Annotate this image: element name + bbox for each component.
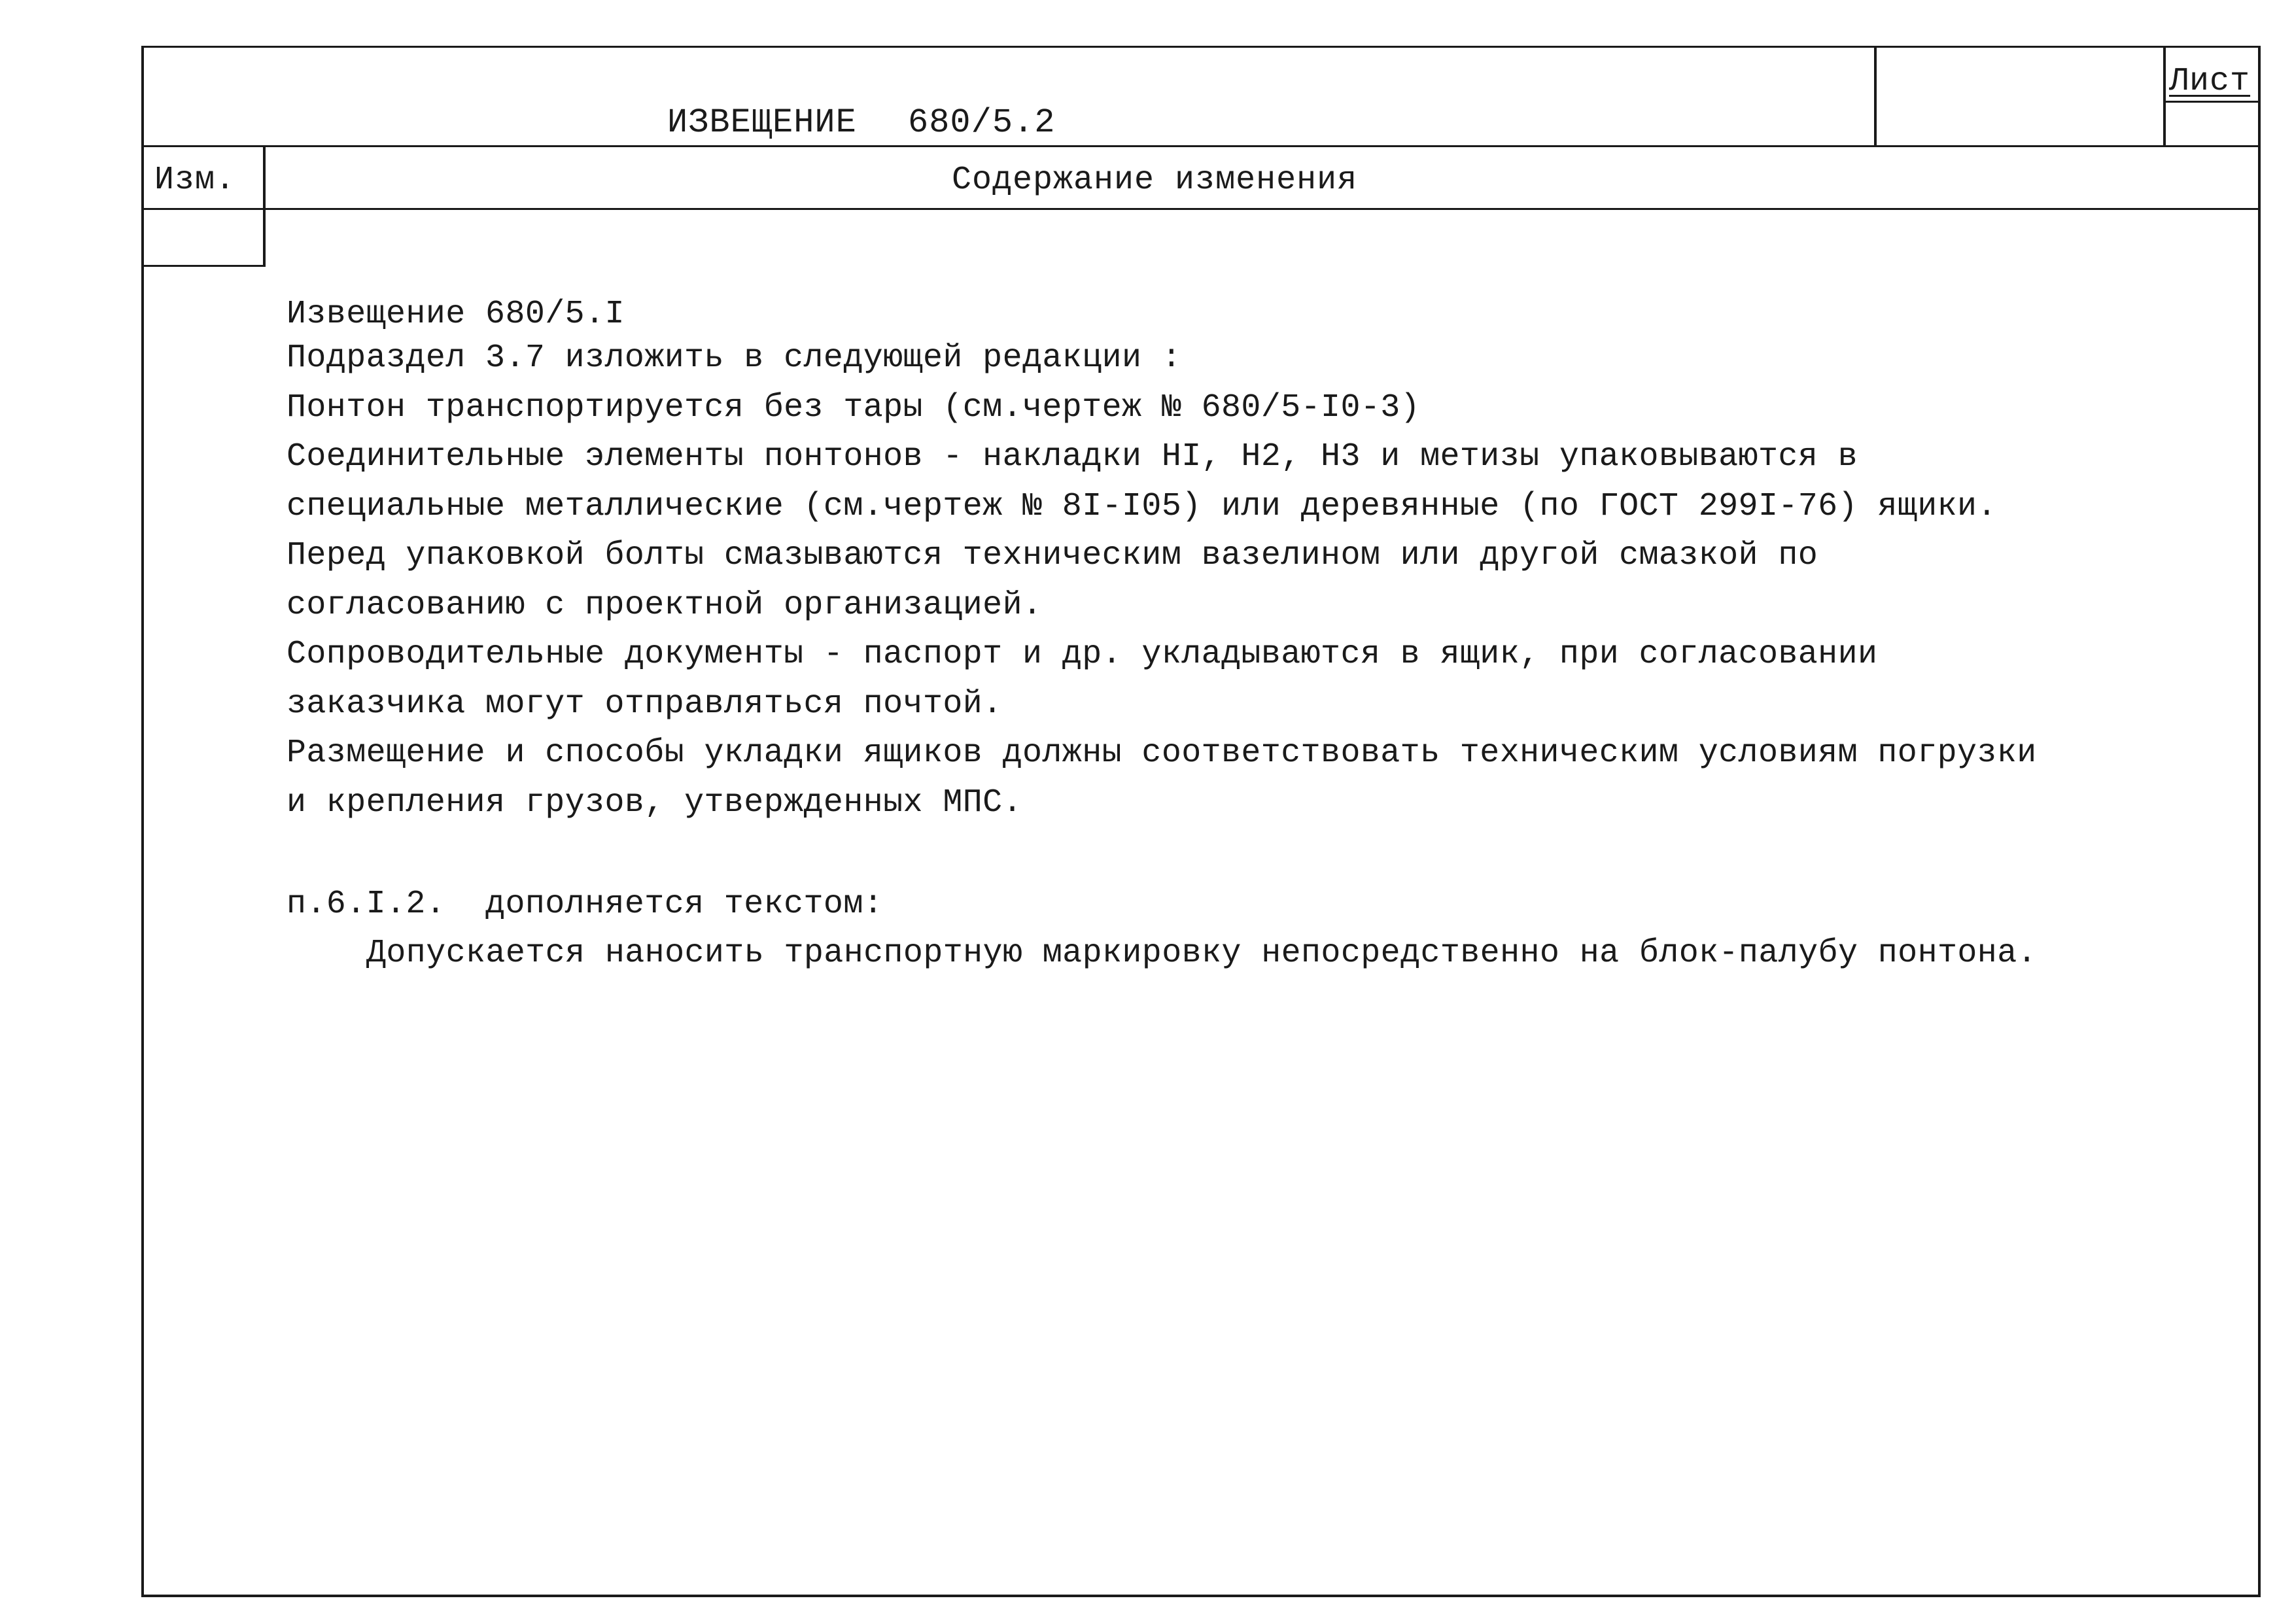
change-column-header: Изм. [154,162,236,199]
content-line: Понтон транспортируется без тары (см.чертеж № 680/5-I0-3) [287,389,1421,426]
frame-outer-left [141,46,144,1596]
content-line: Соединительные элементы понтонов - накладки HI, H2, H3 и метизы упаковываются в [287,438,1858,475]
column-header-bottom-line [141,208,2261,210]
notice-label: ИЗВЕЩЕНИЕ [667,103,857,142]
reference-notice: Извещение 680/5.I [287,296,625,333]
content-line: и крепления грузов, утвержденных МПС. [287,784,1022,821]
content-line: специальные металлические (см.чертеж № 8I-I05) или деревянные (по ГОСТ 299I-76) ящики. [287,487,1997,525]
content-line: заказчика могут отправляться почтой. [287,685,1003,723]
content-line: Перед упаковкой болты смазываются техническим вазелином или другой смазкой по [287,537,1818,574]
sheet-box-top [2163,101,2261,103]
change-column-divider [263,145,266,267]
content-line: Подраздел 3.7 изложить в следующей редакции : [287,339,1182,377]
change-box-bottom [141,265,266,267]
notice-number: 680/5.2 [908,103,1056,142]
header-divider-1 [1874,46,1877,147]
clause-text: Допускается наносить транспортную маркировку непосредственно на блок-палубу понтона. [366,935,2038,972]
frame-outer-right [2258,147,2261,1597]
sheet-label: Лист [2169,63,2251,100]
content-line: Сопроводительные документы - паспорт и др. укладываются в ящик, при согласовании [287,636,1878,673]
header-bottom-line [141,145,2261,147]
frame-outer-bottom [141,1595,2261,1597]
clause-heading: п.6.I.2. дополняется текстом: [287,886,884,923]
content-lines [287,334,2037,827]
frame-outer-top [141,46,2261,48]
content-line: согласованию с проектной организацией. [287,586,1043,624]
sheet-box-right [2258,46,2261,147]
notice-title [667,103,857,142]
header-divider-2 [2163,46,2166,147]
content-column-header: Содержание изменения [952,162,1358,199]
content-line: Размещение и способы укладки ящиков должны соответствовать техническим условиям погрузки [287,734,2037,772]
